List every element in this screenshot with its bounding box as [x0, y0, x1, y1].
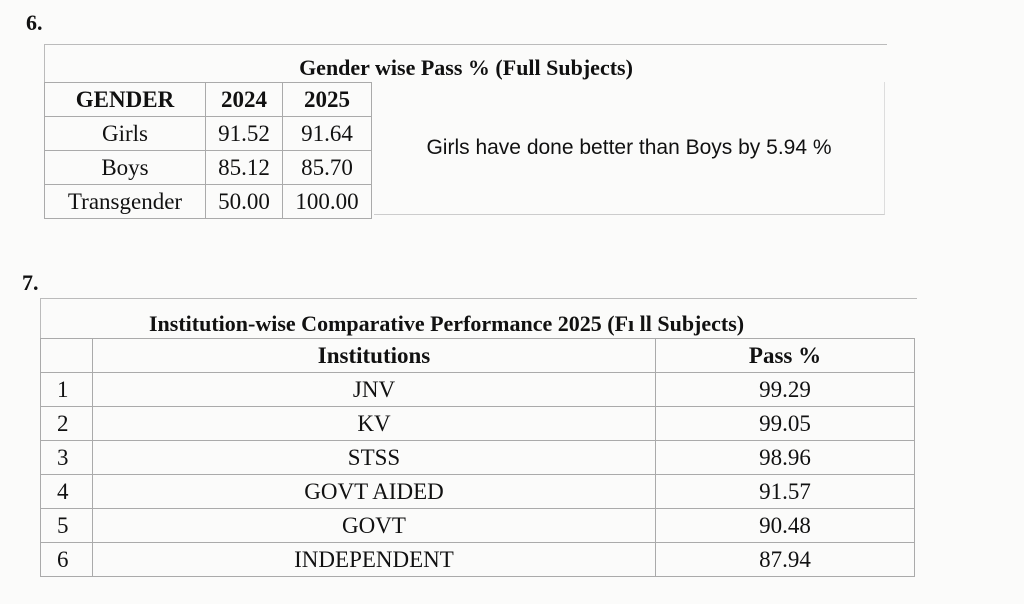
institution-name: KV — [93, 407, 656, 441]
row-number: 4 — [41, 475, 93, 509]
pass-percent: 90.48 — [656, 509, 915, 543]
section-6-number: 6. — [26, 10, 43, 35]
institution-name: GOVT AIDED — [93, 475, 656, 509]
gender-cell: Boys — [45, 151, 206, 185]
gender-cell: Girls — [45, 117, 206, 151]
row-number: 6 — [41, 543, 93, 577]
row-number: 5 — [41, 509, 93, 543]
value-2025-cell: 91.64 — [283, 117, 372, 151]
institution-performance-table — [40, 298, 916, 584]
gender-table-grid — [44, 82, 372, 219]
pass-percent: 98.96 — [656, 441, 915, 475]
institution-table-title-bar — [40, 298, 917, 339]
row-number: 1 — [41, 373, 93, 407]
header-number — [41, 339, 93, 373]
header-2025: 2025 — [283, 83, 372, 117]
table-row — [45, 151, 372, 185]
institution-name: JNV — [93, 373, 656, 407]
institution-table-title: Institution-wise Comparative Performance 2025 (Fı ll Subjects) — [149, 311, 745, 336]
pass-percent: 87.94 — [656, 543, 915, 577]
value-2025-cell: 85.70 — [283, 151, 372, 185]
institution-name: GOVT — [93, 509, 656, 543]
header-pass-percent: Pass % — [656, 339, 915, 373]
header-2024: 2024 — [206, 83, 283, 117]
table-row — [41, 475, 915, 509]
table-row — [45, 117, 372, 151]
pass-percent: 99.29 — [656, 373, 915, 407]
table-row — [41, 407, 915, 441]
gender-table-header-row — [45, 83, 372, 117]
gender-pass-table — [44, 44, 886, 214]
section-7-number: 7. — [22, 270, 39, 295]
value-2024-cell: 85.12 — [206, 151, 283, 185]
gender-cell: Transgender — [45, 185, 206, 219]
pass-percent: 91.57 — [656, 475, 915, 509]
value-2025-cell: 100.00 — [283, 185, 372, 219]
institution-table-grid — [40, 338, 915, 577]
gender-table-title: Gender wise Pass % (Full Subjects) — [44, 44, 887, 83]
institution-name: INDEPENDENT — [93, 543, 656, 577]
gender-comparison-note: Girls have done better than Boys by 5.94 % — [374, 82, 885, 215]
institution-name: STSS — [93, 441, 656, 475]
pass-percent: 99.05 — [656, 407, 915, 441]
header-institutions: Institutions — [93, 339, 656, 373]
table-row — [41, 373, 915, 407]
table-row — [41, 543, 915, 577]
value-2024-cell: 91.52 — [206, 117, 283, 151]
table-row — [41, 509, 915, 543]
row-number: 3 — [41, 441, 93, 475]
institution-table-header-row — [41, 339, 915, 373]
table-row — [45, 185, 372, 219]
header-gender: GENDER — [45, 83, 206, 117]
table-row — [41, 441, 915, 475]
value-2024-cell: 50.00 — [206, 185, 283, 219]
row-number: 2 — [41, 407, 93, 441]
